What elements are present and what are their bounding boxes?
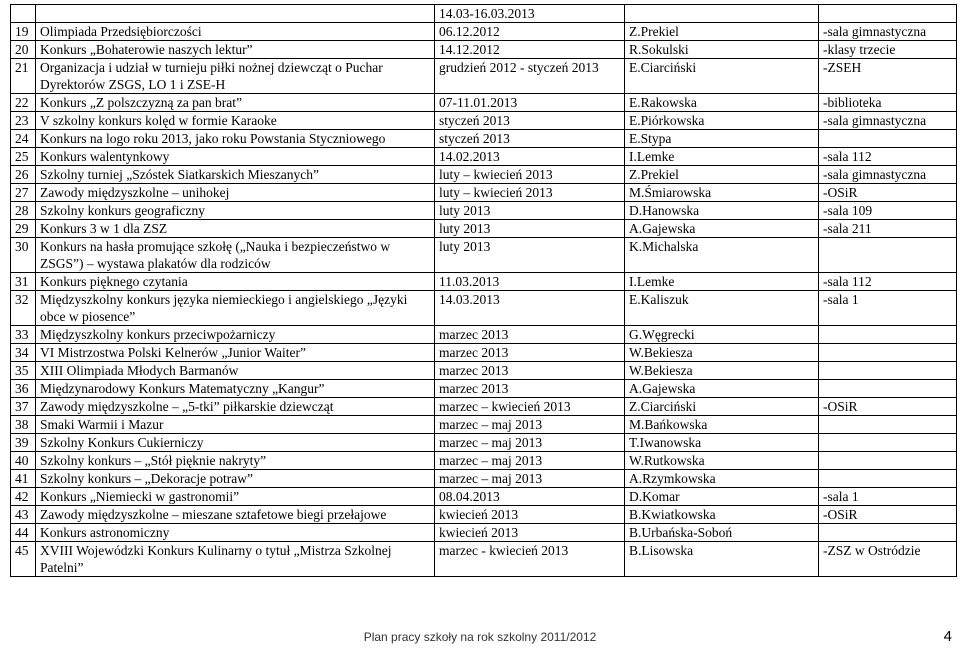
event-place-cell: -sala gimnastyczna	[819, 23, 957, 41]
event-name-cell: VI Mistrzostwa Polski Kelnerów „Junior Waiter”	[36, 344, 435, 362]
row-number-cell: 31	[11, 273, 36, 291]
event-date-cell: kwiecień 2013	[435, 506, 625, 524]
teacher-name-cell: D.Komar	[625, 488, 819, 506]
table-row	[11, 148, 957, 166]
table-row	[11, 488, 957, 506]
event-name-cell: Szkolny Konkurs Cukierniczy	[36, 434, 435, 452]
event-place-cell	[819, 452, 957, 470]
teacher-name-cell: M.Śmiarowska	[625, 184, 819, 202]
row-number-cell: 44	[11, 524, 36, 542]
teacher-name-cell: R.Sokulski	[625, 41, 819, 59]
table-row	[11, 542, 957, 577]
event-name-cell: XVIII Wojewódzki Konkurs Kulinarny o tytuł „Mistrza Szkolnej Patelni”	[36, 542, 435, 577]
events-table	[10, 4, 957, 577]
teacher-name-cell: K.Michalska	[625, 238, 819, 273]
teacher-name-cell: E.Piórkowska	[625, 112, 819, 130]
event-date-cell: marzec 2013	[435, 344, 625, 362]
row-number-cell: 25	[11, 148, 36, 166]
event-date-cell: 06.12.2012	[435, 23, 625, 41]
row-number-cell: 38	[11, 416, 36, 434]
row-number-cell: 33	[11, 326, 36, 344]
row-number-cell: 45	[11, 542, 36, 577]
event-place-cell: -sala 109	[819, 202, 957, 220]
events-table-body	[11, 5, 957, 577]
row-number-cell: 29	[11, 220, 36, 238]
event-place-cell: -OSiR	[819, 184, 957, 202]
row-number-cell: 24	[11, 130, 36, 148]
event-name-cell: Olimpiada Przedsiębiorczości	[36, 23, 435, 41]
table-row	[11, 130, 957, 148]
event-date-cell: marzec – maj 2013	[435, 434, 625, 452]
event-date-cell: 14.12.2012	[435, 41, 625, 59]
event-place-cell: -OSiR	[819, 506, 957, 524]
event-name-cell: Konkurs 3 w 1 dla ZSZ	[36, 220, 435, 238]
teacher-name-cell: E.Kaliszuk	[625, 291, 819, 326]
table-row	[11, 452, 957, 470]
teacher-name-cell: I.Lemke	[625, 273, 819, 291]
event-date-cell: styczeń 2013	[435, 112, 625, 130]
event-date-cell: 07-11.01.2013	[435, 94, 625, 112]
event-date-cell: 14.03.2013	[435, 291, 625, 326]
event-place-cell	[819, 416, 957, 434]
table-row	[11, 94, 957, 112]
event-name-cell: Międzyszkolny konkurs przeciwpożarniczy	[36, 326, 435, 344]
row-number-cell: 43	[11, 506, 36, 524]
event-place-cell: -sala 211	[819, 220, 957, 238]
table-row	[11, 184, 957, 202]
teacher-name-cell: E.Stypa	[625, 130, 819, 148]
table-row	[11, 202, 957, 220]
event-date-cell: luty – kwiecień 2013	[435, 166, 625, 184]
row-number-cell: 28	[11, 202, 36, 220]
teacher-name-cell: M.Bańkowska	[625, 416, 819, 434]
teacher-name-cell: G.Węgrecki	[625, 326, 819, 344]
teacher-name-cell: A.Gajewska	[625, 380, 819, 398]
event-name-cell: Konkurs na logo roku 2013, jako roku Powstania Styczniowego	[36, 130, 435, 148]
row-number-cell: 32	[11, 291, 36, 326]
event-name-cell: V szkolny konkurs kolęd w formie Karaoke	[36, 112, 435, 130]
event-place-cell: -biblioteka	[819, 94, 957, 112]
teacher-name-cell: E.Ciarciński	[625, 59, 819, 94]
event-place-cell: -sala 112	[819, 273, 957, 291]
teacher-name-cell: B.Urbańska-Soboń	[625, 524, 819, 542]
teacher-name-cell: W.Bekiesza	[625, 344, 819, 362]
event-place-cell	[819, 470, 957, 488]
event-name-cell: Smaki Warmii i Mazur	[36, 416, 435, 434]
event-place-cell	[819, 380, 957, 398]
teacher-name-cell: W.Bekiesza	[625, 362, 819, 380]
event-date-cell: marzec – maj 2013	[435, 452, 625, 470]
teacher-name-cell: B.Kwiatkowska	[625, 506, 819, 524]
event-name-cell: Organizacja i udział w turnieju piłki nożnej dziewcząt o Puchar Dyrektorów ZSGS, LO 1 i ZSE-H	[36, 59, 435, 94]
event-name-cell: Konkurs „Niemiecki w gastronomii”	[36, 488, 435, 506]
event-place-cell	[819, 524, 957, 542]
row-number-cell: 22	[11, 94, 36, 112]
event-place-cell: -sala gimnastyczna	[819, 166, 957, 184]
footer-title: Plan pracy szkoły na rok szkolny 2011/2012	[363, 630, 597, 644]
teacher-name-cell: I.Lemke	[625, 148, 819, 166]
event-date-cell: marzec 2013	[435, 380, 625, 398]
row-number-cell: 34	[11, 344, 36, 362]
row-number-cell: 42	[11, 488, 36, 506]
event-name-cell	[36, 5, 435, 23]
event-date-cell: 11.03.2013	[435, 273, 625, 291]
event-place-cell	[819, 130, 957, 148]
row-number-cell: 39	[11, 434, 36, 452]
row-number-cell: 40	[11, 452, 36, 470]
table-row	[11, 344, 957, 362]
event-name-cell: Konkurs pięknego czytania	[36, 273, 435, 291]
row-number-cell: 19	[11, 23, 36, 41]
event-name-cell: Zawody międzyszkolne – mieszane sztafetowe biegi przełajowe	[36, 506, 435, 524]
event-place-cell	[819, 434, 957, 452]
table-row	[11, 416, 957, 434]
event-date-cell: styczeń 2013	[435, 130, 625, 148]
event-date-cell: marzec – maj 2013	[435, 470, 625, 488]
table-row	[11, 434, 957, 452]
event-place-cell: -sala gimnastyczna	[819, 112, 957, 130]
teacher-name-cell: E.Rakowska	[625, 94, 819, 112]
teacher-name-cell: Z.Prekiel	[625, 166, 819, 184]
event-name-cell: Konkurs „Z polszczyzną za pan brat”	[36, 94, 435, 112]
event-name-cell: Konkurs astronomiczny	[36, 524, 435, 542]
teacher-name-cell: W.Rutkowska	[625, 452, 819, 470]
teacher-name-cell: B.Lisowska	[625, 542, 819, 577]
row-number-cell: 37	[11, 398, 36, 416]
teacher-name-cell: D.Hanowska	[625, 202, 819, 220]
event-name-cell: Szkolny konkurs geograficzny	[36, 202, 435, 220]
row-number-cell: 20	[11, 41, 36, 59]
teacher-name-cell: A.Rzymkowska	[625, 470, 819, 488]
row-number-cell: 21	[11, 59, 36, 94]
table-row	[11, 291, 957, 326]
event-date-cell: marzec 2013	[435, 326, 625, 344]
row-number-cell: 26	[11, 166, 36, 184]
table-row	[11, 524, 957, 542]
table-row	[11, 166, 957, 184]
event-date-cell: marzec – maj 2013	[435, 416, 625, 434]
table-row	[11, 273, 957, 291]
teacher-name-cell	[625, 5, 819, 23]
event-name-cell: Zawody międzyszkolne – „5-tki” piłkarskie dziewcząt	[36, 398, 435, 416]
table-row	[11, 238, 957, 273]
table-row	[11, 506, 957, 524]
row-number-cell: 27	[11, 184, 36, 202]
event-name-cell: Szkolny konkurs – „Stół pięknie nakryty”	[36, 452, 435, 470]
page-number: 4	[943, 628, 952, 645]
row-number-cell	[11, 5, 36, 23]
event-name-cell: XIII Olimpiada Młodych Barmanów	[36, 362, 435, 380]
event-place-cell: -sala 1	[819, 291, 957, 326]
event-date-cell: marzec 2013	[435, 362, 625, 380]
event-name-cell: Konkurs „Bohaterowie naszych lektur”	[36, 41, 435, 59]
event-place-cell	[819, 238, 957, 273]
event-date-cell: grudzień 2012 - styczeń 2013	[435, 59, 625, 94]
event-place-cell	[819, 344, 957, 362]
event-place-cell: -OSiR	[819, 398, 957, 416]
table-row	[11, 112, 957, 130]
row-number-cell: 23	[11, 112, 36, 130]
event-name-cell: Szkolny konkurs – „Dekoracje potraw”	[36, 470, 435, 488]
teacher-name-cell: Z.Prekiel	[625, 23, 819, 41]
event-date-cell: luty – kwiecień 2013	[435, 184, 625, 202]
row-number-cell: 30	[11, 238, 36, 273]
event-place-cell	[819, 326, 957, 344]
event-name-cell: Międzynarodowy Konkurs Matematyczny „Kangur”	[36, 380, 435, 398]
event-date-cell: 08.04.2013	[435, 488, 625, 506]
table-row	[11, 23, 957, 41]
table-row	[11, 380, 957, 398]
event-place-cell	[819, 362, 957, 380]
row-number-cell: 35	[11, 362, 36, 380]
event-place-cell: -klasy trzecie	[819, 41, 957, 59]
event-name-cell: Szkolny turniej „Szóstek Siatkarskich Mieszanych”	[36, 166, 435, 184]
table-row	[11, 362, 957, 380]
event-name-cell: Konkurs walentynkowy	[36, 148, 435, 166]
teacher-name-cell: A.Gajewska	[625, 220, 819, 238]
event-place-cell: -sala 1	[819, 488, 957, 506]
event-place-cell: -ZSEH	[819, 59, 957, 94]
event-name-cell: Międzyszkolny konkurs języka niemieckiego i angielskiego „Języki obce w piosence”	[36, 291, 435, 326]
event-date-cell: marzec - kwiecień 2013	[435, 542, 625, 577]
event-place-cell: -sala 112	[819, 148, 957, 166]
event-name-cell: Konkurs na hasła promujące szkołę („Nauka i bezpieczeństwo w ZSGS”) – wystawa plakatów dla rodziców	[36, 238, 435, 273]
event-date-cell: 14.02.2013	[435, 148, 625, 166]
event-date-cell: luty 2013	[435, 202, 625, 220]
event-name-cell: Zawody międzyszkolne – unihokej	[36, 184, 435, 202]
teacher-name-cell: Z.Ciarciński	[625, 398, 819, 416]
event-date-cell: luty 2013	[435, 238, 625, 273]
row-number-cell: 41	[11, 470, 36, 488]
event-date-cell: 14.03-16.03.2013	[435, 5, 625, 23]
teacher-name-cell: T.Iwanowska	[625, 434, 819, 452]
event-date-cell: kwiecień 2013	[435, 524, 625, 542]
event-date-cell: luty 2013	[435, 220, 625, 238]
event-date-cell: marzec – kwiecień 2013	[435, 398, 625, 416]
table-row	[11, 398, 957, 416]
table-row	[11, 41, 957, 59]
table-row	[11, 470, 957, 488]
event-place-cell: -ZSZ w Ostródzie	[819, 542, 957, 577]
table-row	[11, 326, 957, 344]
event-place-cell	[819, 5, 957, 23]
table-row	[11, 59, 957, 94]
table-row	[11, 220, 957, 238]
table-row	[11, 5, 957, 23]
row-number-cell: 36	[11, 380, 36, 398]
